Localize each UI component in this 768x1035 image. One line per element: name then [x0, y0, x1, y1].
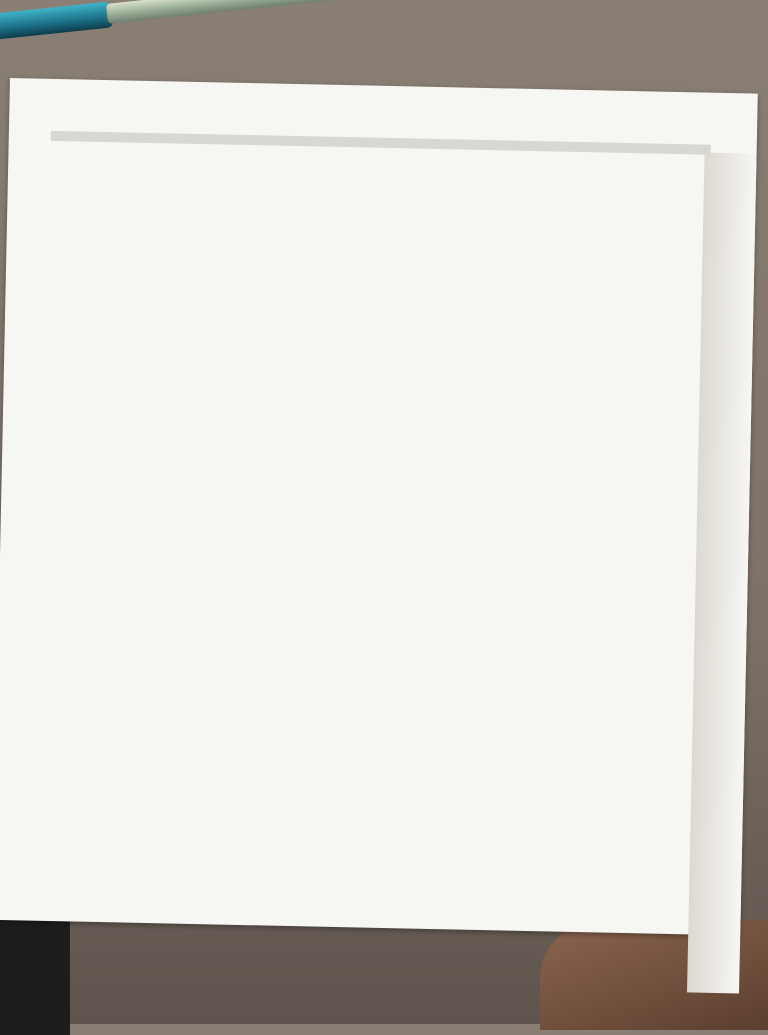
pen: [0, 0, 363, 46]
chapter-13-title: [61, 135, 701, 148]
chapter-13-lines: [61, 135, 701, 148]
pen-body: [106, 0, 357, 24]
page-content: [61, 125, 701, 160]
pen-barrel: [0, 1, 114, 39]
book-page: [0, 78, 758, 935]
page-curl: [687, 153, 757, 994]
chapter-13-section: [51, 131, 711, 155]
dark-fabric: [0, 915, 70, 1035]
